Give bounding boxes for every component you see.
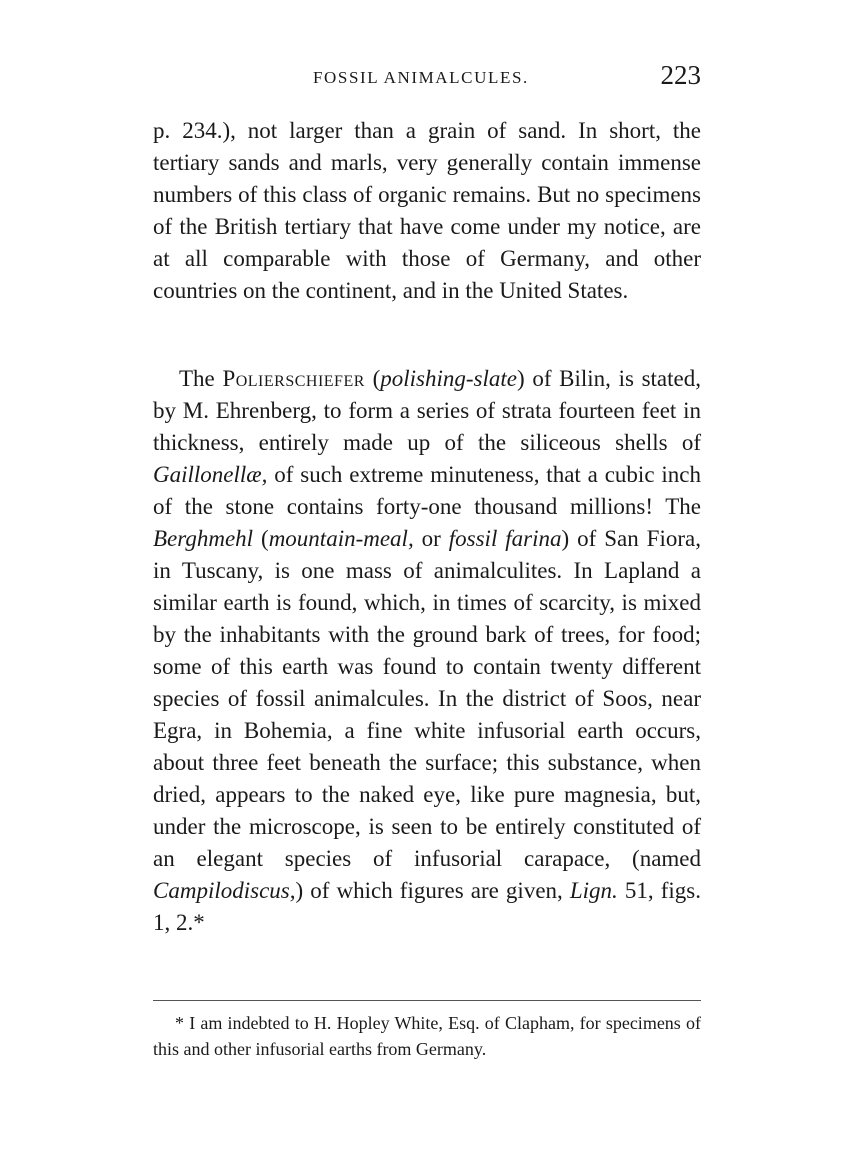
p2-text-8: ) of which figures are given, <box>295 878 570 903</box>
p2-text-1: The <box>179 366 223 391</box>
term-gaillonellae: Gaillonellæ, <box>153 462 268 487</box>
footnote-rule <box>153 1000 701 1001</box>
p2-text-4: of such extreme minuteness, that a cubic inch of the stone contains forty-one thousand millions! The <box>153 462 701 519</box>
p2-text-7: ) of San Fiora, in Tuscany, is one mass of animalculites. In Lapland a similar earth is found, which, in times of scarcity, is mixed by the inhabitants with the ground bark of trees, for food; some of this earth was found to contain twenty different species of fossil animalcules. In the district of Soos, near Egra, in Bohemia, a fine white infusorial earth occurs, about three feet beneath the surface; this substance, when dried, appears to the naked eye, like pure magnesia, but, under the microscope, is seen to be entirely constituted of an elegant species of infusorial carapace, (named <box>153 526 701 871</box>
term-fossil-farina: fossil farina <box>448 526 562 551</box>
term-polierschiefer: Polierschiefer <box>222 366 365 391</box>
ref-lign: Lign. <box>569 878 618 903</box>
term-polishing-slate: polishing-slate <box>380 366 517 391</box>
term-mountain-meal: mountain-meal, <box>268 526 414 551</box>
term-campilodiscus: Campilodiscus, <box>153 878 296 903</box>
running-title: FOSSIL ANIMALCULES. <box>313 68 529 87</box>
footnote: * I am indebted to H. Hopley White, Esq. of Clapham, for specimens of this and other infusorial earths from Germany. <box>153 1013 701 1059</box>
p2-text-5: ( <box>253 526 269 551</box>
p2-text-9: 51, figs. 1, 2.* <box>153 878 701 935</box>
running-head <box>153 60 701 100</box>
p2-text-6: or <box>413 526 449 551</box>
paragraph-1: p. 234.), not larger than a grain of sand. In short, the tertiary sands and marls, very generally contain immense numbers of this class of organic remains. But no specimens of the British tertiary that have come under my notice, are at all comparable with those of Germany, and other countries on the continent, and in the United States. <box>153 118 701 303</box>
term-berghmehl: Berghmehl <box>153 526 254 551</box>
page-number: 223 <box>660 60 701 90</box>
p2-text-3: ) of Bilin, is stated, by M. Ehrenberg, to form a series of strata fourteen feet in thickness, entirely made up of the siliceous shells of <box>153 366 701 455</box>
paragraph-2 <box>153 363 701 939</box>
p2-text-2: ( <box>364 366 381 391</box>
